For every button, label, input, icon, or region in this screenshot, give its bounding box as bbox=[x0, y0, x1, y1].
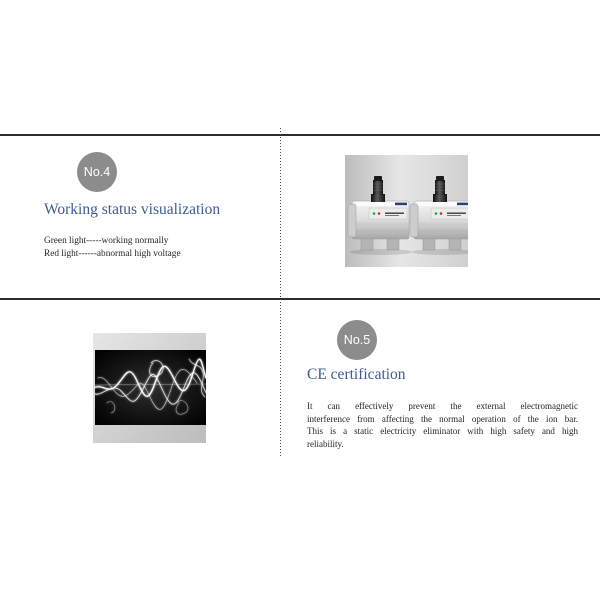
badge-label: No.5 bbox=[343, 333, 371, 347]
feature-title-working-status: Working status visualization bbox=[44, 201, 221, 218]
feature-description-no4 bbox=[44, 235, 181, 261]
paragraph-line: It can effectively prevent the external electromagnetic bbox=[307, 401, 578, 411]
badge-label: No.4 bbox=[83, 165, 111, 179]
feature-number-badge-no5 bbox=[337, 320, 377, 360]
description-line-green-light: Green light-----working normally bbox=[44, 236, 169, 246]
feature-number-badge-no4 bbox=[77, 152, 117, 192]
paragraph-line: reliability. bbox=[307, 439, 344, 450]
feature-description-no5 bbox=[307, 400, 578, 451]
feature-title-ce-certification: CE certification bbox=[307, 366, 406, 383]
electric-arc-photo bbox=[93, 333, 206, 443]
section-divider-middle bbox=[0, 298, 600, 300]
paragraph-line: This is a static electricity eliminator with high safety and high bbox=[307, 426, 578, 437]
section-divider-top bbox=[0, 134, 600, 136]
paragraph-line: interference from affecting the normal operation of the ion bar. bbox=[307, 413, 578, 424]
ion-bar-devices-photo bbox=[345, 155, 468, 267]
column-divider-dotted bbox=[280, 128, 281, 456]
description-line-red-light: Red light------abnormal high voltage bbox=[44, 249, 181, 259]
